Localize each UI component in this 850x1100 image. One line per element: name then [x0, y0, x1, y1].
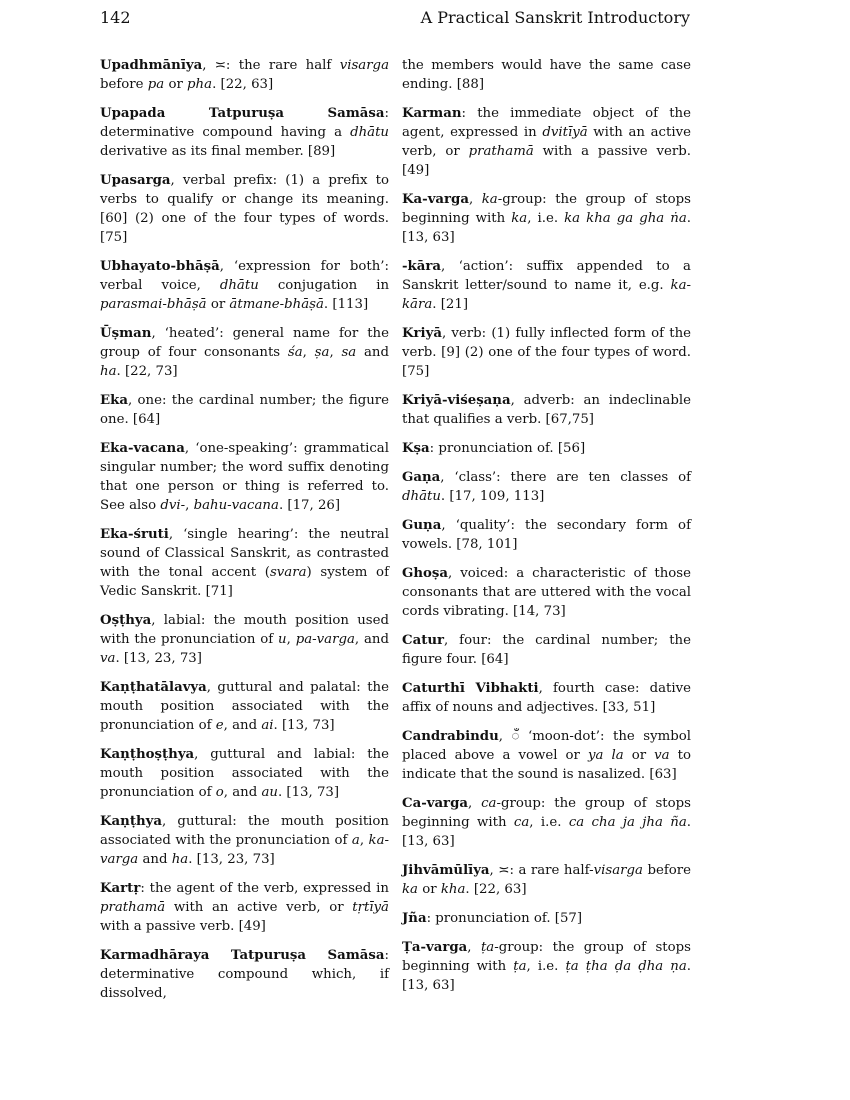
entry-term: Catur: [402, 633, 445, 648]
entry-italic-text: sa: [341, 345, 357, 360]
glossary-entry: [402, 727, 691, 784]
entry-text: : pronunciation of. [56]: [429, 441, 586, 456]
entry-text: , ‘one-speaking’: grammatical singular number; the word suffix denoting that one person or thing is referred to. See also: [100, 441, 389, 513]
entry-text: . [17, 109, 113]: [440, 489, 545, 504]
entry-italic-text: ka: [481, 192, 498, 207]
glossary-entry: [100, 879, 389, 936]
entry-italic-text: visarga: [593, 863, 643, 878]
entry-text: , fourth case: dative affix of nouns and adjectives. [33, 51]: [402, 681, 691, 715]
glossary-entry: [402, 324, 691, 381]
page-header: [100, 7, 690, 29]
entry-italic-text: parasmai-bhāṣā: [100, 297, 207, 312]
entry-italic-text: bahu-vacana: [193, 498, 279, 513]
page-number: 142: [100, 8, 131, 27]
entry-text: -group: the group of stops beginning with: [402, 796, 691, 830]
entry-italic-text: ha: [171, 852, 189, 867]
entry-text: -group: the group of stops beginning with: [402, 940, 691, 974]
glossary-entry: [100, 439, 389, 515]
glossary-entry: [402, 861, 691, 899]
entry-text: or: [418, 882, 441, 897]
entry-italic-text: ka: [511, 211, 528, 226]
glossary-entry: [100, 56, 389, 94]
entry-italic-text: dhātu: [219, 278, 259, 293]
entry-text: , verb: (1) fully inflected form of the verb. [9] (2) one of the four types of word. [75]: [402, 326, 691, 379]
entry-text: or: [206, 297, 230, 312]
entry-term: Gaṇa: [402, 470, 441, 485]
entry-text: . [17, 26]: [278, 498, 341, 513]
entry-term: Ca-varga: [402, 796, 468, 811]
glossary-entry: [100, 391, 389, 429]
entry-term: Eka-vacana: [100, 441, 185, 456]
entry-text: or: [164, 77, 188, 92]
running-title: A Practical Sanskrit Introductory: [420, 8, 690, 27]
entry-text: before: [100, 77, 148, 92]
entry-italic-text: prathamā: [100, 900, 166, 915]
entry-italic-text: dhātu: [402, 489, 441, 504]
entry-text: , ‘class’: there are ten classes of: [440, 470, 691, 485]
entry-text: , and: [354, 632, 389, 647]
entry-italic-text: e: [215, 718, 224, 733]
glossary-entry: [402, 391, 691, 429]
glossary-entry: [100, 946, 389, 1003]
glossary-entry: [100, 104, 389, 161]
entry-text: . [113]: [323, 297, 369, 312]
entry-text: ) system of Vedic Sanskrit. [71]: [100, 565, 389, 599]
entry-italic-text: ṭa: [513, 959, 527, 974]
entry-italic-text: ṣa: [314, 345, 330, 360]
entry-text: ,: [359, 833, 369, 848]
entry-text: , guttural and palatal: the mouth position associated with the pronunciation of: [100, 680, 389, 733]
entry-italic-text: pa: [147, 77, 165, 92]
entry-italic-text: dvi-: [160, 498, 186, 513]
entry-italic-text: tṛtīyā: [352, 900, 389, 915]
entry-term: Karman: [402, 106, 462, 121]
entry-italic-text: u: [278, 632, 287, 647]
entry-italic-text: ca cha ja jha ña: [568, 815, 687, 830]
entry-term: Ubhayato-bhāṣā: [100, 259, 220, 274]
entry-text: to indicate that the sound is nasalized. [63]: [402, 748, 691, 782]
entry-italic-text: ṭa ṭha ḍa ḍha ṇa: [565, 959, 687, 974]
entry-text: or: [623, 748, 655, 763]
entry-italic-text: visarga: [339, 58, 389, 73]
entry-italic-text: ka kha ga gha ṅa: [564, 211, 687, 226]
glossary-entry: [402, 56, 691, 94]
entry-text: . [21]: [432, 297, 469, 312]
glossary-entry: [100, 257, 389, 314]
entry-italic-text: pha: [187, 77, 213, 92]
entry-term: Kaṇṭhoṣṭhya: [100, 747, 195, 762]
entry-italic-text: ca: [513, 815, 530, 830]
entry-term: Ka-varga: [402, 192, 469, 207]
entry-term: Kriyā: [402, 326, 442, 341]
entry-term: Upasarga: [100, 173, 171, 188]
entry-text: . [13, 73]: [273, 718, 335, 733]
entry-italic-text: dhātu: [350, 125, 389, 140]
entry-text: with an active verb, or: [165, 900, 353, 915]
entry-text: , i.e.: [529, 815, 569, 830]
entry-term: -kāra: [402, 259, 441, 274]
entry-text: . [22, 73]: [116, 364, 178, 379]
entry-italic-text: a: [351, 833, 360, 848]
entry-term: Upadhmānīya: [100, 58, 203, 73]
entry-italic-text: ātmane-bhāṣā: [229, 297, 324, 312]
glossary-entry: [402, 190, 691, 247]
entry-term: Ṭa-varga: [402, 940, 468, 955]
glossary-entry: [402, 468, 691, 506]
entry-text: , adverb: an indeclinable that qualifies a verb. [67,75]: [402, 393, 691, 427]
entry-text: . [22, 63]: [465, 882, 527, 897]
glossary-entry: [402, 104, 691, 180]
entry-text: , one: the cardinal number; the figure one. [64]: [100, 393, 389, 427]
entry-term: Eka-śruti: [100, 527, 169, 542]
entry-italic-text: pa-varga: [295, 632, 355, 647]
glossary-entry: [402, 794, 691, 851]
entry-term: Upapada Tatpuruṣa Samāsa: [100, 106, 385, 121]
glossary-entry: [402, 516, 691, 554]
entry-text: : pronunciation of. [57]: [426, 911, 583, 926]
glossary-entry: [402, 257, 691, 314]
entry-text: , guttural and labial: the mouth position associated with the pronunciation of: [100, 747, 389, 800]
glossary-entry: [100, 745, 389, 802]
glossary-entry: [100, 611, 389, 668]
entry-text: , ≍: the rare half: [202, 58, 340, 73]
entry-italic-text: va: [654, 748, 670, 763]
entry-text: with an active verb, or: [402, 125, 691, 159]
entry-term: Eka: [100, 393, 128, 408]
entry-text: ,: [468, 192, 482, 207]
entry-term: Caturthī Vibhakti: [402, 681, 539, 696]
entry-italic-text: svara: [269, 565, 307, 580]
entry-text: : determinative compound which, if dissolved,: [100, 948, 389, 1001]
left-column: [100, 56, 389, 1013]
entry-text: and: [138, 852, 172, 867]
entry-text: the members would have the same case ending. [88]: [402, 58, 691, 92]
entry-text: , i.e.: [526, 959, 566, 974]
entry-term: Kaṇṭhya: [100, 814, 162, 829]
entry-text: , i.e.: [527, 211, 565, 226]
entry-term: Guṇa: [402, 518, 442, 533]
entry-text: . [13, 63]: [402, 211, 691, 245]
entry-text: , and: [223, 785, 262, 800]
entry-text: , guttural: the mouth position associated with the pronunciation of: [100, 814, 389, 848]
entry-italic-text: ka: [402, 882, 418, 897]
entry-text: ,: [185, 498, 194, 513]
entry-text: : the agent of the verb, expressed in: [140, 881, 389, 896]
entry-italic-text: au: [261, 785, 278, 800]
entry-term: Candrabindu: [402, 729, 499, 744]
entry-text: before: [642, 863, 691, 878]
entry-italic-text: ṭa: [480, 940, 495, 955]
entry-text: ,: [329, 345, 342, 360]
glossary-entry: [100, 812, 389, 869]
entry-text: , ‘action’: suffix appended to a Sanskrit letter/sound to name it, e.g.: [402, 259, 691, 293]
entry-italic-text: ca: [481, 796, 497, 811]
glossary-entry: [402, 439, 691, 458]
entry-text: , ‘expression for both’: verbal voice,: [100, 259, 389, 293]
entry-italic-text: kha: [440, 882, 466, 897]
entry-text: -group: the group of stops beginning with: [402, 192, 691, 226]
glossary-entry: [402, 564, 691, 621]
entry-text: ,: [467, 796, 482, 811]
entry-term: Oṣṭhya: [100, 613, 152, 628]
entry-text: ,: [467, 940, 481, 955]
entry-italic-text: o: [215, 785, 224, 800]
glossary-entry: [100, 525, 389, 601]
entry-italic-text: ha: [100, 364, 117, 379]
entry-text: and: [356, 345, 389, 360]
entry-text: with a passive verb. [49]: [100, 919, 266, 934]
entry-text: , voiced: a characteristic of those consonants that are uttered with the vocal cords vibrating. [14, 73]: [402, 566, 691, 619]
entry-text: with a passive verb. [49]: [402, 144, 691, 178]
entry-italic-text: dvitīyā: [542, 125, 588, 140]
entry-text: , four: the cardinal number; the figure four. [64]: [402, 633, 691, 667]
glossary-entry: [100, 678, 389, 735]
glossary-entry: [402, 909, 691, 928]
entry-text: , ‘heated’: general name for the group of four consonants: [100, 326, 389, 360]
entry-text: , ँ ‘moon-dot’: the symbol placed above a vowel or: [402, 729, 691, 763]
entry-text: , and: [223, 718, 262, 733]
entry-text: ,: [302, 345, 315, 360]
entry-term: Kriyā-viśeṣaṇa: [402, 393, 511, 408]
entry-italic-text: va: [100, 651, 116, 666]
glossary-entry: [402, 679, 691, 717]
entry-text: : determinative compound having a: [100, 106, 389, 140]
entry-term: Kaṇṭhatālavya: [100, 680, 207, 695]
entry-italic-text: ka-kāra: [402, 278, 691, 312]
entry-term: Karmadhāraya Tatpuruṣa Samāsa: [100, 948, 385, 963]
entry-term: Jihvāmūlīya: [402, 863, 490, 878]
entry-text: . [13, 63]: [402, 815, 691, 849]
entry-text: , ≍: a rare half-: [489, 863, 594, 878]
entry-text: , labial: the mouth position used with the pronunciation of: [100, 613, 389, 647]
entry-text: . [13, 73]: [277, 785, 340, 800]
entry-term: Ghoṣa: [402, 566, 448, 581]
glossary-entry: [100, 171, 389, 247]
right-column: [402, 56, 691, 1005]
entry-term: Kṣa: [402, 441, 430, 456]
glossary-entry: [402, 631, 691, 669]
entry-text: conjugation in: [258, 278, 390, 293]
glossary-entry: [402, 938, 691, 995]
entry-italic-text: prathamā: [468, 144, 534, 159]
entry-text: . [13, 63]: [402, 959, 691, 993]
entry-text: : the immediate object of the agent, expressed in: [402, 106, 691, 140]
entry-text: . [13, 23, 73]: [188, 852, 275, 867]
glossary-entry: [100, 324, 389, 381]
entry-italic-text: ya la: [587, 748, 624, 763]
entry-term: Kartṛ: [100, 881, 141, 896]
entry-italic-text: śa: [287, 345, 303, 360]
entry-term: Ūṣman: [100, 326, 152, 341]
entry-text: . [22, 63]: [212, 77, 274, 92]
entry-text: derivative as its final member. [89]: [100, 144, 336, 159]
entry-text: ,: [286, 632, 296, 647]
entry-text: , verbal prefix: (1) a prefix to verbs to qualify or change its meaning. [60] (2) one of the four types of words. [75]: [100, 173, 389, 245]
entry-italic-text: ai: [261, 718, 274, 733]
entry-italic-text: ka-varga: [100, 833, 389, 867]
entry-term: Jña: [402, 911, 427, 926]
entry-text: , ‘quality’: the secondary form of vowels. [78, 101]: [402, 518, 691, 552]
entry-text: , ‘single hearing’: the neutral sound of Classical Sanskrit, as contrasted with the tonal accent (: [100, 527, 389, 580]
entry-text: . [13, 23, 73]: [115, 651, 202, 666]
